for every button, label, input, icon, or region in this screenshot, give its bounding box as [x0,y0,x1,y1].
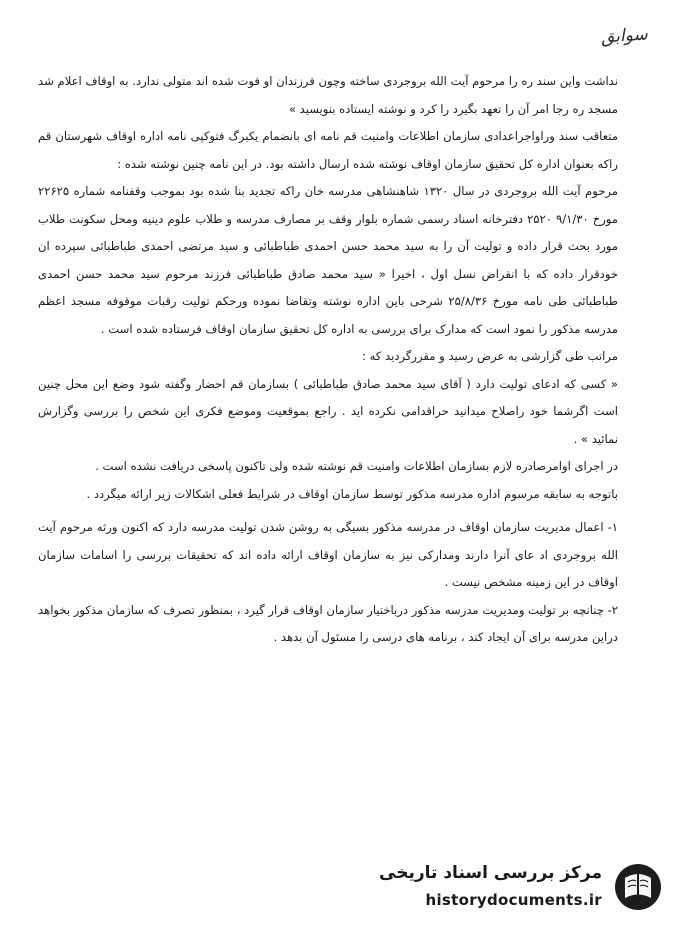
document-body [38,68,618,652]
paragraph-followup: متعاقب سند وراواجراعدادی سازمان اطلاعات وامنیت قم نامه ای بانضمام یکبرگ فتوکپی نامه اداره اوقاف شهرستان قم راکه بعنوان اداره کل تحقیق سازمان اوقاف نوشته شده ارسال داشته بود. در این نامه چنین نوشته شده : [38,129,618,171]
paragraph-quote: « کسی که ادعای تولیت دارد ( آقای سید محمد صادق طباطبائی ) بسازمان قم احضار وگفته شود وضع این محل چنین است اگرشما خود راصلاح میدانید حراقدامی نکرده اید . راجع بموقعیت وموضع فکری این شخص را بررسی وگزارش نمائید » . [38,376,618,446]
paragraph-issue-2: ۲- چنانچه بر تولیت ومدیریت مدرسه مذکور درباختیار سازمان اوقاف قرار گیرد ، بمنظور تصرف که سازمان مذکور بخواهد دراین مدرسه برای آن ایجاد کند ، برنامه های درسی را مسئول آن بدهد . [38,602,618,644]
archive-watermark [364,857,664,919]
archive-url: historydocuments.ir [425,891,602,909]
paragraph-report: مراتب طی گزارشی به عرض رسید و مقررگردید که : [362,349,618,363]
archive-title: مرکز بررسی اسناد تاریخی [379,863,602,883]
paragraph-endowment: مرحوم آیت الله بروجردی در سال ۱۳۲۰ شاهنشاهی مدرسه خان راکه تجدید بنا شده بود بموجب وقفنامه شماره ۲۲۶۲۵ مورخ ۹/۱/۳۰ ۲۵۲۰ دفترخانه اسناد رسمی شماره بلوار وقف بر مصارف مدرسه و طلاب علوم دینیه ومحل سکونت طلاب مورد بحث قرار داده و تولیت آن را به سید محمد حسن احمدی طباطبائی و سید مرتضی احمدی طباطبائی سپرده ان خودقرار داده که با انقراض نسل اول ، اخیرا « سید محمد صادق طباطبائی فرزند مرحوم سید محمد حسن احمدی طباطبائی طی نامه مورخ ۲۵/۸/۳۶ شرحی باین اداره نوشته وتقاضا نموده ورحکم تولیت رقبات موقوفه مسجد اعظم مدرسه مذکور را نمود است که مدارک برای بررسی به اداره کل تحقیق سازمان اوقاف فرستاده شده است . [38,184,618,336]
handwritten-corner-note: سوابق [600,24,649,48]
archive-logo-icon [612,861,664,913]
paragraph-issues-intro: باتوجه به سابقه مرسوم اداره مدرسه مذکور توسط سازمان اوقاف در شرایط فعلی اشکالات زیر ارائه میگردد . [86,486,618,501]
paragraph-no-reply: در اجرای اوامرصادره لازم بسازمان اطلاعات وامنیت قم نوشته شده ولی تاکنون پاسخی دریافت نشده است . [95,459,618,473]
paragraph-intro: نداشت واین سند ره را مرحوم آیت الله بروجردی ساخته وچون فرزندان او فوت شده اند متولی ندارد. به اوقاف اعلام شد مسجد ره رجا امر آن را تعهد بگیرد را کرد و نوشته ایستاده بنویسید » [38,74,618,116]
paragraph-issue-1: ۱- اعمال مدیریت سازمان اوقاف در مدرسه مذکور بسیگی به روشن شدن تولیت مدرسه دارد که اکنون ورثه مرحوم آیت الله بروجردی اد عای آنرا دارند ومدارکی نیز به سازمان اوقاف ارائه داده اند که تحقیقات بررسی را اسامات سازمان اوقاف در این زمینه مشخص نیست . [38,520,618,589]
